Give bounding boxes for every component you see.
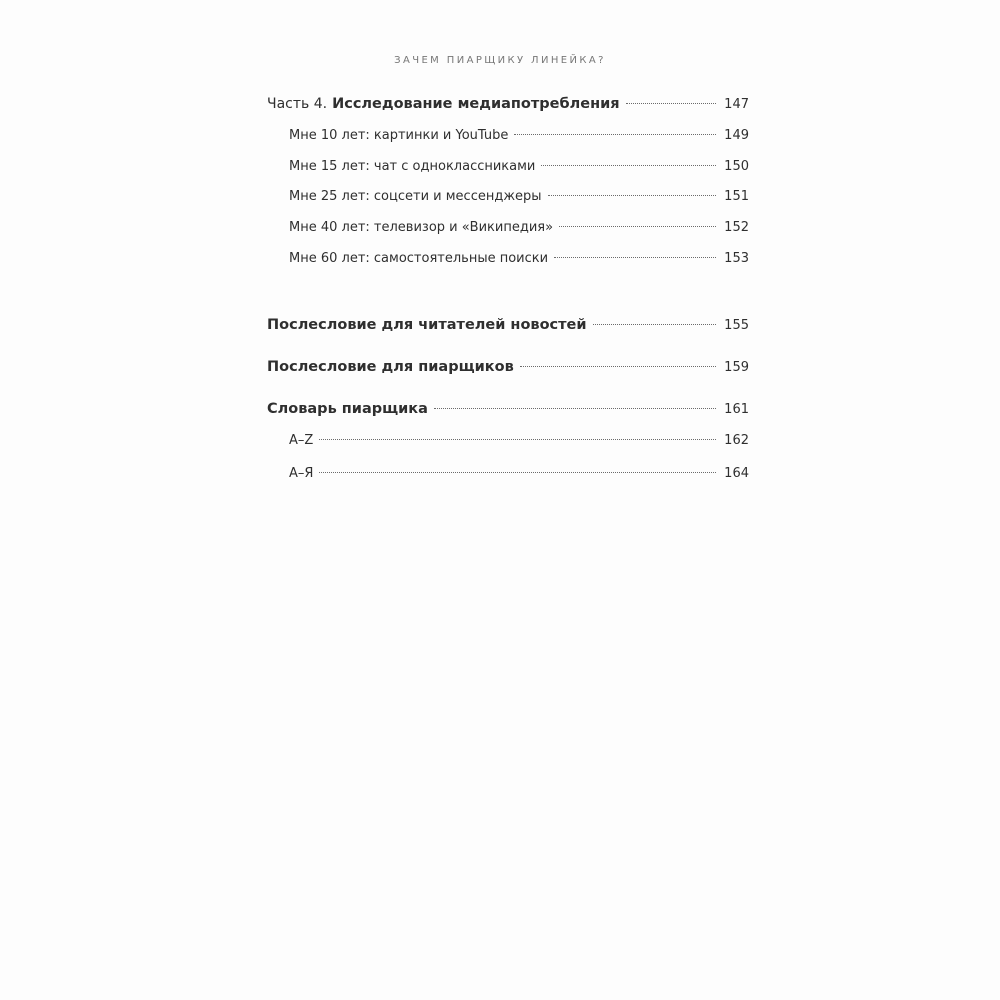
toc-page-number: 159	[724, 360, 749, 375]
toc-page-number: 152	[724, 220, 749, 235]
toc-part-title: Исследование медиапотребления	[332, 96, 620, 112]
dot-leader	[434, 408, 716, 409]
toc-page-number: 153	[724, 251, 749, 266]
toc-subentry	[289, 248, 749, 270]
toc-part-prefix: Часть 4.	[267, 96, 328, 112]
dot-leader	[319, 439, 716, 440]
toc-subentry	[289, 156, 749, 178]
toc-subentry-title: Мне 40 лет: телевизор и «Википедия»	[289, 220, 554, 235]
toc-entry-title: Послесловие для пиарщиков	[267, 359, 514, 375]
toc-entry-afterword-pr	[267, 356, 749, 378]
toc-entry-glossary	[267, 398, 749, 420]
dot-leader	[319, 472, 716, 473]
toc-entry-title: Словарь пиарщика	[267, 401, 428, 417]
toc-subentry-title: А–Я	[289, 466, 314, 481]
toc-page-number: 161	[724, 402, 749, 417]
toc-subentry	[289, 430, 749, 452]
toc-subentry	[289, 125, 749, 147]
dot-leader	[548, 195, 717, 196]
toc-entry-part4	[267, 93, 749, 115]
dot-leader	[514, 134, 716, 135]
dot-leader	[541, 165, 716, 166]
toc-subentry-title: Мне 60 лет: самостоятельные поиски	[289, 251, 549, 266]
toc-subentry	[289, 186, 749, 208]
toc-subentry-title: Мне 15 лет: чат с одноклассниками	[289, 159, 536, 174]
toc-subentry	[289, 463, 749, 485]
toc-page-number: 164	[724, 466, 749, 481]
dot-leader	[626, 103, 717, 104]
dot-leader	[554, 257, 716, 258]
running-head: ЗАЧЕМ ПИАРЩИКУ ЛИНЕЙКА?	[394, 55, 606, 66]
toc-subentry	[289, 217, 749, 239]
toc-entry-title: Послесловие для читателей новостей	[267, 317, 587, 333]
toc-page-number: 150	[724, 159, 749, 174]
toc-page-number: 151	[724, 189, 749, 204]
toc-subentry-title: Мне 25 лет: соцсети и мессенджеры	[289, 189, 542, 204]
toc-page-number: 155	[724, 318, 749, 333]
dot-leader	[593, 324, 717, 325]
toc-entry-afterword-readers	[267, 314, 749, 336]
toc-page-number: 149	[724, 128, 749, 143]
dot-leader	[520, 366, 716, 367]
toc-subentry-title: A–Z	[289, 433, 314, 448]
toc-subentry-title: Мне 10 лет: картинки и YouTube	[289, 128, 509, 143]
dot-leader	[559, 226, 716, 227]
toc-page-number: 147	[724, 97, 749, 112]
toc-page-number: 162	[724, 433, 749, 448]
